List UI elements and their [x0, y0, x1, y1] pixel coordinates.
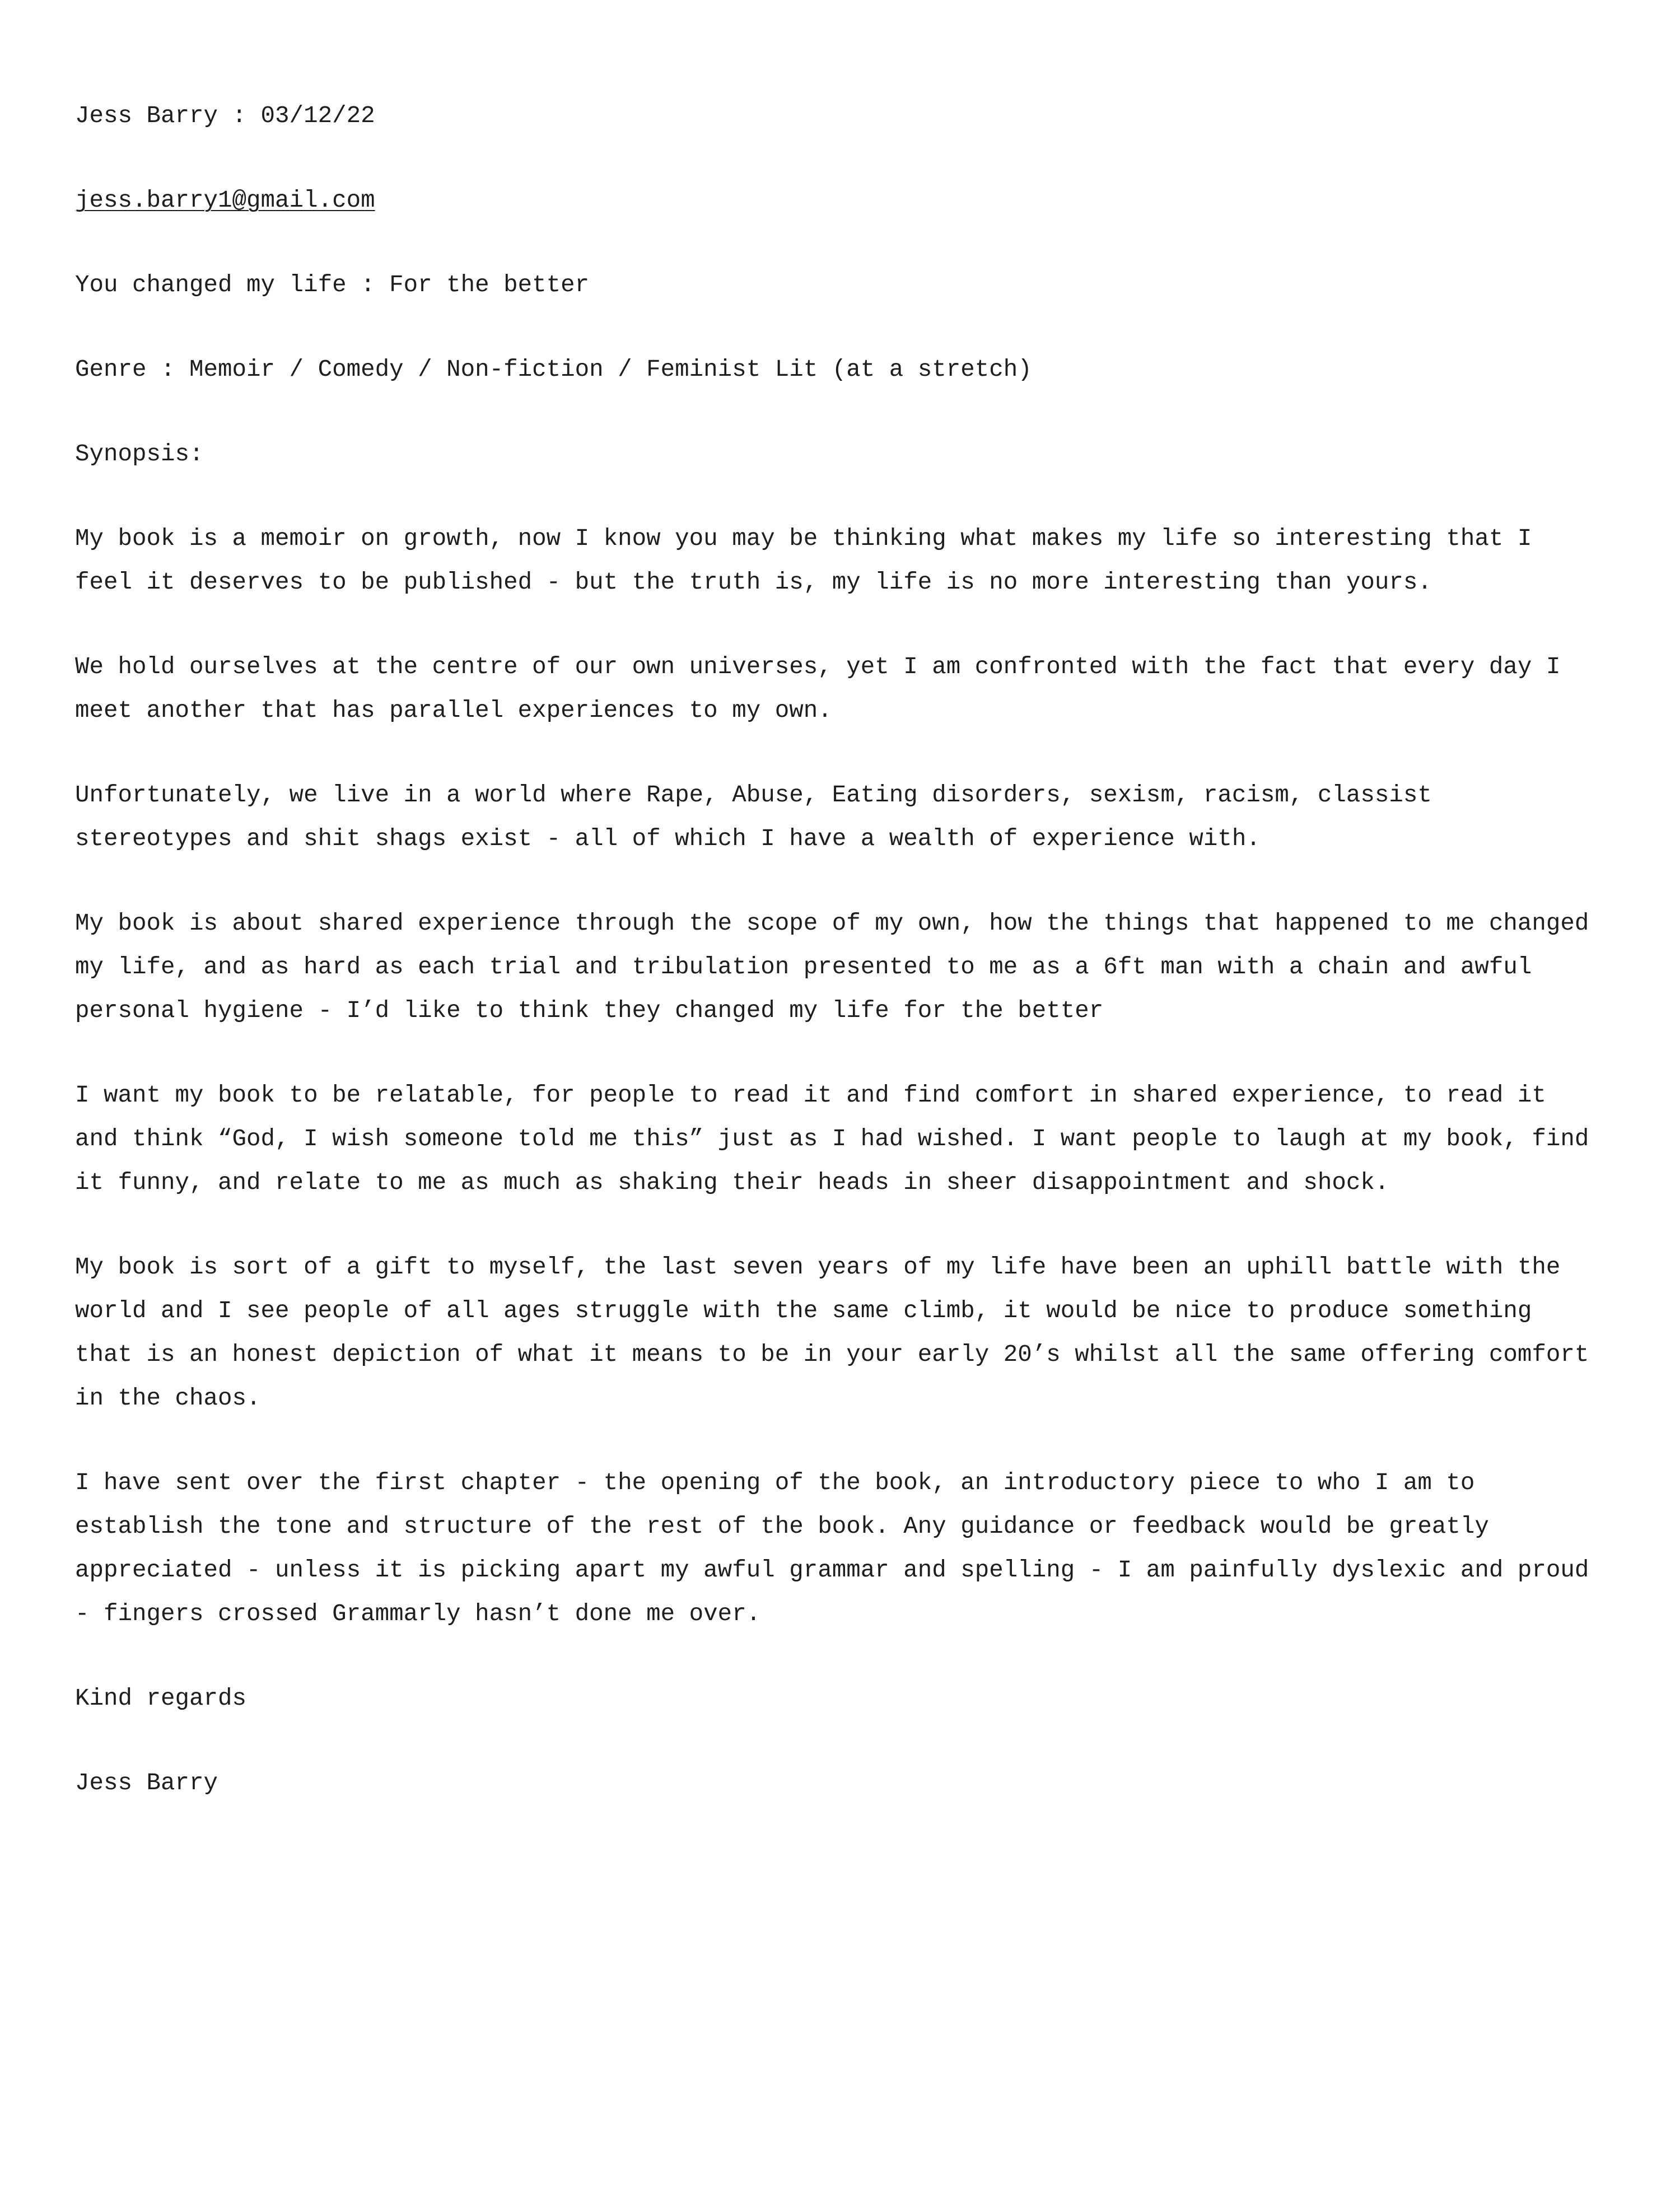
- email-line: [75, 179, 1598, 222]
- synopsis-label: Synopsis:: [75, 441, 204, 468]
- closing-line: Kind regards: [75, 1685, 247, 1712]
- synopsis-paragraph-2: We hold ourselves at the centre of our own universes, yet I am confronted with the fact that every day I meet another that has parallel experiences to my own.: [75, 654, 1575, 724]
- synopsis-paragraph-4: My book is about shared experience through the scope of my own, how the things that happened to me changed my life, and as hard as each trial and tribulation presented to me as a 6ft man with a chain and awful personal hygiene - I’d like to think they changed my life for the better: [75, 910, 1603, 1024]
- synopsis-paragraph-5: I want my book to be relatable, for people to read it and find comfort in shared experience, to read it and think “God, I wish someone told me this” just as I had wished. I want people to laugh at my book, find it funny, and relate to me as much as shaking their heads in sheer disappointment and shock.: [75, 1082, 1603, 1196]
- signature-name: Jess Barry: [75, 1770, 218, 1797]
- synopsis-paragraph-1: My book is a memoir on growth, now I know you may be thinking what makes my life so interesting that I feel it deserves to be published - but the truth is, my life is no more interesting than yours.: [75, 525, 1546, 596]
- synopsis-paragraph-3: Unfortunately, we live in a world where Rape, Abuse, Eating disorders, sexism, racism, classist stereotypes and shit shags exist - all of which I have a wealth of experience with.: [75, 782, 1446, 852]
- email-link[interactable]: jess.barry1@gmail.com: [75, 187, 375, 214]
- document-title: You changed my life : For the better: [75, 272, 590, 298]
- genre-line: Genre : Memoir / Comedy / Non-fiction / Feminist Lit (at a stretch): [75, 356, 1032, 383]
- synopsis-paragraph-6: My book is sort of a gift to myself, the last seven years of my life have been an uphill battle with the world and I see people of all ages struggle with the same climb, it would be nice to produce something that is an honest depiction of what it means to be in your early 20’s whilst all the same offering comfort in the chaos.: [75, 1254, 1603, 1412]
- document-page: [75, 94, 1603, 1846]
- author-date-line: Jess Barry : 03/12/22: [75, 102, 375, 129]
- synopsis-paragraph-7: I have sent over the first chapter - the opening of the book, an introductory piece to who I am to establish the tone and structure of the rest of the book. Any guidance or feedback would be greatly appreciated - unless it is picking apart my awful grammar and spelling - I am painfully dyslexic and proud - fingers crossed Grammarly hasn’t done me over.: [75, 1469, 1603, 1627]
